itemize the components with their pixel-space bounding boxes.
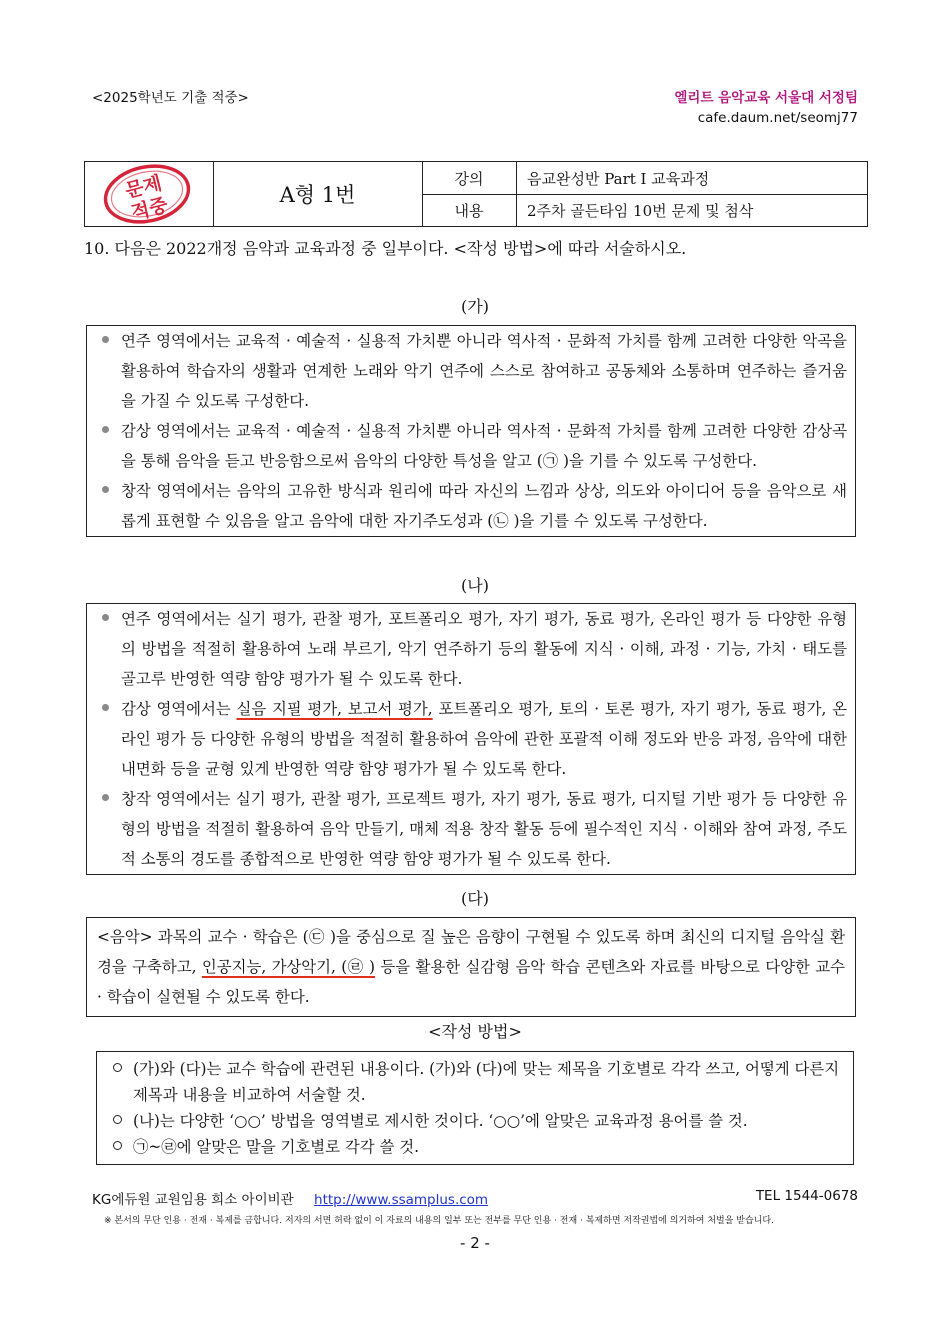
list-item: 창작 영역에서는 음악의 고유한 방식과 원리에 따라 자신의 느낌과 상상, 의도와 아이디어 등을 음악으로 새롭게 표현할 수 있음을 알고 음악에 대한 자기주도성과 (㉡ )을 기를 수 있도록 구성한다. <box>87 476 855 536</box>
bullet-icon <box>102 486 109 493</box>
list-item: 감상 영역에서는 교육적 · 예술적 · 실용적 가치뿐 아니라 역사적 · 문화적 가치를 함께 고려한 다양한 감상곡을 통해 음악을 듣고 반응함으로써 음악의 다양한 특성을 알고 (㉠ )을 기를 수 있도록 구성한다. <box>87 416 855 476</box>
list-item: ㉠~㉣에 알맞은 말을 기호별로 각각 쓸 것. <box>107 1134 843 1160</box>
footer-org <box>92 1188 488 1208</box>
section-na-box <box>86 603 856 875</box>
section-da-title: (다) <box>461 889 489 908</box>
content-row <box>422 194 867 226</box>
section-da-box <box>86 917 856 1017</box>
copyright-notice: ※ 본서의 무단 인용 · 전재 · 복제를 금합니다. 저자의 서면 허락 없이 이 자료의 내용의 일부 또는 전부를 무단 인용 · 전재 · 복제하면 저작권법에 의거하여 처벌을 받습니다. <box>104 1216 774 1226</box>
lecture-label: 강의 <box>422 162 517 194</box>
footer-url-link[interactable]: http://www.ssamplus.com <box>314 1192 489 1208</box>
stamp-text-1: 문제 <box>123 172 165 203</box>
section-na-title: (나) <box>461 576 489 595</box>
stamp-icon <box>99 164 195 224</box>
cafe-url[interactable]: cafe.daum.net/seomj77 <box>697 110 858 126</box>
lecture-value: 음교완성반 Part I 교육과정 <box>527 169 710 188</box>
circle-bullet-icon <box>113 1141 122 1150</box>
bullet-icon <box>102 614 109 621</box>
section-ga-box <box>86 325 856 537</box>
bullet-icon <box>102 704 109 711</box>
list-item: 연주 영역에서는 실기 평가, 관찰 평가, 포트폴리오 평가, 자기 평가, 동료 평가, 온라인 평가 등 다양한 유형의 방법을 적절히 활용하여 노래 부르기, 악기 연주하기 등의 활동에 지식 · 이해, 과정 · 기능, 가치 · 태도를 골고루 반영한 역량 함양 평가가 될 수 있도록 한다. <box>87 604 855 694</box>
circle-bullet-icon <box>113 1115 122 1124</box>
footer-tel: TEL 1544-0678 <box>755 1188 858 1204</box>
underlined-phrase: 실음 지필 평가, 보고서 평가, <box>236 700 433 718</box>
page-number: - 2 - <box>460 1234 490 1252</box>
bullet-icon <box>102 794 109 801</box>
content-value: 2주차 골든타임 10번 문제 및 첨삭 <box>527 201 754 220</box>
brand-name: 엘리트 음악교육 서울대 서정팀 <box>674 90 858 106</box>
section-ga-title: (가) <box>461 297 489 316</box>
bullet-icon <box>102 336 109 343</box>
lecture-row <box>422 162 867 195</box>
list-item: (가)와 (다)는 교수 학습에 관련된 내용이다. (가)와 (다)에 맞는 제목을 기호별로 각각 쓰고, 어떻게 다른지 제목과 내용을 비교하여 서술할 것. <box>107 1056 843 1108</box>
list-item: 감상 영역에서는 실음 지필 평가, 보고서 평가, 포트폴리오 평가, 토의 · 토론 평가, 자기 평가, 동료 평가, 온라인 평가 등 다양한 유형의 방법을 적절히 활용하여 음악에 관한 포괄적 이해 정도와 반응 과정, 음악에 대한 내면화 등을 균형 있게 반영한 역량 함양 평가가 될 수 있도록 한다. <box>87 694 855 784</box>
stamp-text-2: 적중 <box>129 194 171 224</box>
stamp-cell <box>85 162 214 226</box>
exam-type: A형 1번 <box>213 162 423 226</box>
info-table <box>84 161 868 227</box>
list-item: 연주 영역에서는 교육적 · 예술적 · 실용적 가치뿐 아니라 역사적 · 문화적 가치를 함께 고려한 다양한 악곡을 활용하여 학습자의 생활과 연계한 노래와 악기 연주에 스스로 참여하고 공동체와 소통하며 연주하는 즐거움을 가질 수 있도록 구성한다. <box>87 326 855 416</box>
method-title: <작성 방법> <box>428 1022 522 1041</box>
circle-bullet-icon <box>113 1063 122 1072</box>
underlined-phrase: 인공지능, 가상악기, (㉣ ) <box>201 958 376 976</box>
method-box <box>96 1051 854 1165</box>
exam-note: <2025학년도 기출 적중> <box>92 90 249 106</box>
list-item: (나)는 다양한 ‘○○’ 방법을 영역별로 제시한 것이다. ‘○○’에 알맞은 교육과정 용어를 쓸 것. <box>107 1108 843 1134</box>
content-label: 내용 <box>422 194 517 226</box>
question-text: 10. 다음은 2022개정 음악과 교육과정 중 일부이다. <작성 방법>에 따라 서술하시오. <box>84 239 687 258</box>
footer-org-name: KG에듀원 교원임용 희소 아이비관 <box>92 1192 294 1208</box>
section-da-text: <음악> 과목의 교수 · 학습은 (㉢ )을 중심으로 질 높은 음향이 구현될 수 있도록 하며 최신의 디지털 음악실 환경을 구축하고, 인공지능, 가상악기, (㉣ ) 등을 활용한 실감형 음악 학습 콘텐츠와 자료를 바탕으로 다양한 교수 · 학습이 실현될 수 있도록 한다. <box>97 928 845 1006</box>
list-item: 창작 영역에서는 실기 평가, 관찰 평가, 프로젝트 평가, 자기 평가, 동료 평가, 디지털 기반 평가 등 다양한 유형의 방법을 적절히 활용하여 음악 만들기, 매체 적용 창작 활동 등에 필수적인 지식 · 이해와 참여 과정, 주도적 소통의 경도를 종합적으로 반영한 역량 함양 평가가 될 수 있도록 한다. <box>87 784 855 874</box>
bullet-icon <box>102 426 109 433</box>
